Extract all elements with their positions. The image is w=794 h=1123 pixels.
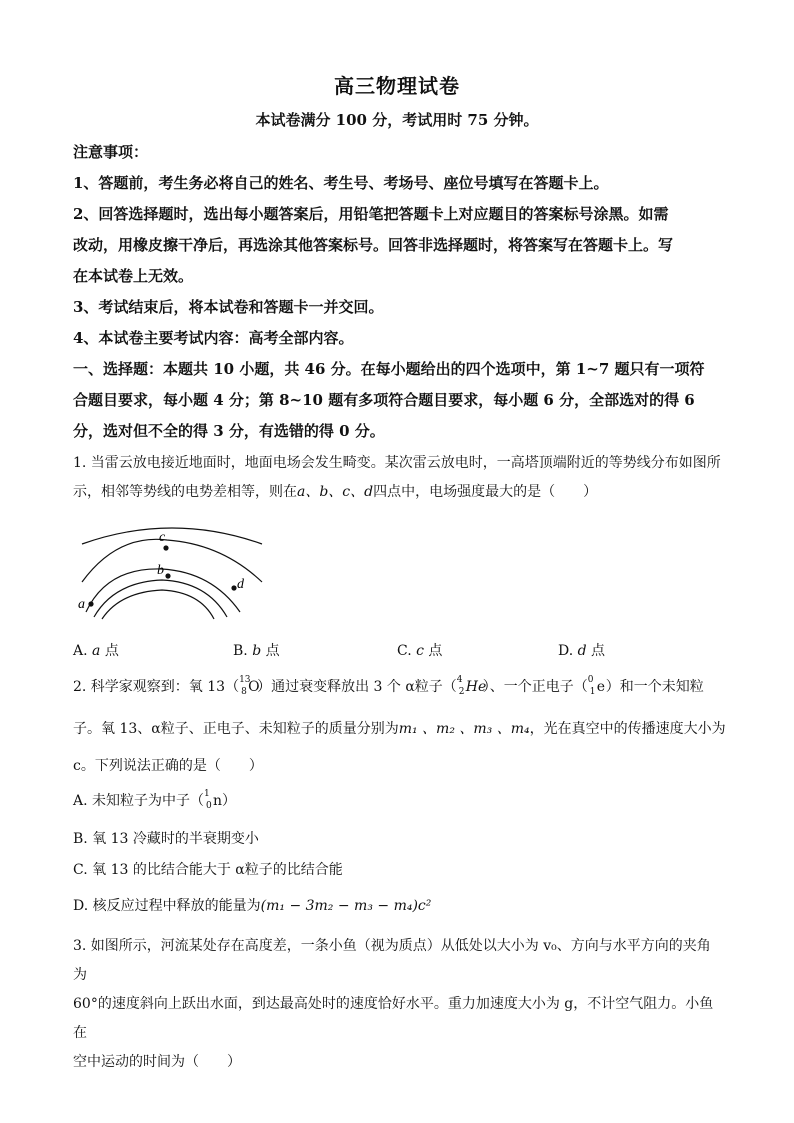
exam-info: 本试卷满分 100 分，考试用时 75 分钟。 [255, 111, 539, 129]
q1-option-d: D. d 点 [558, 643, 606, 659]
q2-option-c: C. 氧 13 的比结合能大于 α粒子的比结合能 [73, 862, 343, 878]
mass-symbols: m₁ 、m₂ 、m₃ 、m₄ [398, 721, 530, 737]
q2-option-d: D. 核反应过程中释放的能量为(m₁ − 3m₂ − m₃ − m₄)c² [73, 898, 432, 914]
note-item-2-line-3: 在本试卷上无效。 [73, 267, 194, 285]
question-3 [73, 932, 723, 1077]
neutron-symbol: 1 0 n [204, 789, 223, 811]
notes-heading: 注意事项： [73, 143, 149, 161]
q1-option-b: B. b 点 [233, 643, 280, 659]
section1-line-1: 一、选择题：本题共 10 小题，共 46 分。在每小题给出的四个选项中，第 1~7 题只有一项符 [73, 360, 705, 378]
point-c [163, 545, 168, 550]
label-d: d [237, 577, 244, 592]
q2-line-2: 子。氧 13、α粒子、正电子、未知粒子的质量分别为m₁ 、m₂ 、m₃ 、m₄，光在真空中的传播速度大小为 [73, 721, 726, 737]
section1-line-3: 分，选对但不全的得 3 分，有选错的得 0 分。 [73, 422, 385, 440]
page-title: 高三物理试卷 [334, 74, 460, 98]
positron-symbol: 0 1 e [587, 675, 606, 697]
note-item-4: 4、本试卷主要考试内容：高考全部内容。 [73, 329, 354, 347]
q1-option-a: A. a 点 [73, 643, 119, 659]
q2-option-b: B. 氧 13 冷藏时的半衰期变小 [73, 831, 259, 847]
point-a [88, 601, 93, 606]
q1-line-1: 1. 当雷云放电接近地面时，地面电场会发生畸变。某次雷云放电时，一高塔顶端附近的等势线分布如图所 [73, 455, 721, 471]
q2-option-a: A. 未知粒子为中子（ 1 0 n ） [73, 789, 237, 811]
note-item-1: 1、答题前，考生务必将自己的姓名、考生号、考场号、座位号填写在答题卡上。 [73, 174, 609, 192]
oxygen-13-symbol: 13 8 O [239, 675, 260, 697]
equipotential-line-4 [94, 580, 227, 617]
q2-line-3: c。下列说法正确的是（ ） [73, 758, 263, 774]
q1-point-list: a、b、c、d [297, 484, 374, 500]
note-item-2-line-2: 改动，用橡皮擦干净后，再选涂其他答案标号。回答非选择题时，将答案写在答题卡上。写 [73, 236, 674, 254]
notes-block [73, 137, 723, 447]
section1-line-2: 合题目要求，每小题 4 分；第 8~10 题有多项符合题目要求，每小题 6 分，全部选对的得 6 [73, 391, 695, 409]
q2-line-1: 2. 科学家观察到：氧 13（ 13 8 O ）通过衰变释放出 3 个 α粒子（ 4 2 He ）、一个正电子（ 0 1 e ）和一个未知粒 [73, 675, 704, 697]
label-b: b [157, 563, 164, 578]
q1-line-2: 示，相邻等势线的电势差相等，则在a、b、c、d四点中，电场强度最大的是（ ） [73, 484, 598, 500]
equipotential-line-2 [82, 539, 262, 582]
helium-symbol: 4 2 He [456, 675, 487, 697]
label-c: c [159, 530, 166, 545]
equipotential-line-5 [102, 590, 214, 619]
label-a: a [78, 597, 85, 612]
question-1 [73, 449, 723, 507]
note-item-2-line-1: 2、回答选择题时，选出每小题答案后，用铅笔把答题卡上对应题目的答案标号涂黑。如需 [73, 205, 669, 223]
equipotential-figure [72, 522, 272, 622]
energy-formula: (m₁ − 3m₂ − m₃ − m₄)c² [260, 898, 432, 914]
q1-option-c: C. c 点 [397, 643, 443, 659]
q3-line-1: 3. 如图所示，河流某处存在高度差，一条小鱼（视为质点）从低处以大小为 v₀、方向与水平方向的夹角为 [73, 938, 711, 983]
point-d [231, 585, 236, 590]
q3-line-2: 60°的速度斜向上跃出水面，到达最高处时的速度恰好水平。重力加速度大小为 g，不计空气阻力。小鱼在 [73, 996, 714, 1041]
point-b [165, 573, 170, 578]
q3-line-3: 空中运动的时间为（ ） [73, 1054, 241, 1070]
note-item-3: 3、考试结束后，将本试卷和答题卡一并交回。 [73, 298, 384, 316]
equipotential-line-1 [82, 528, 262, 544]
